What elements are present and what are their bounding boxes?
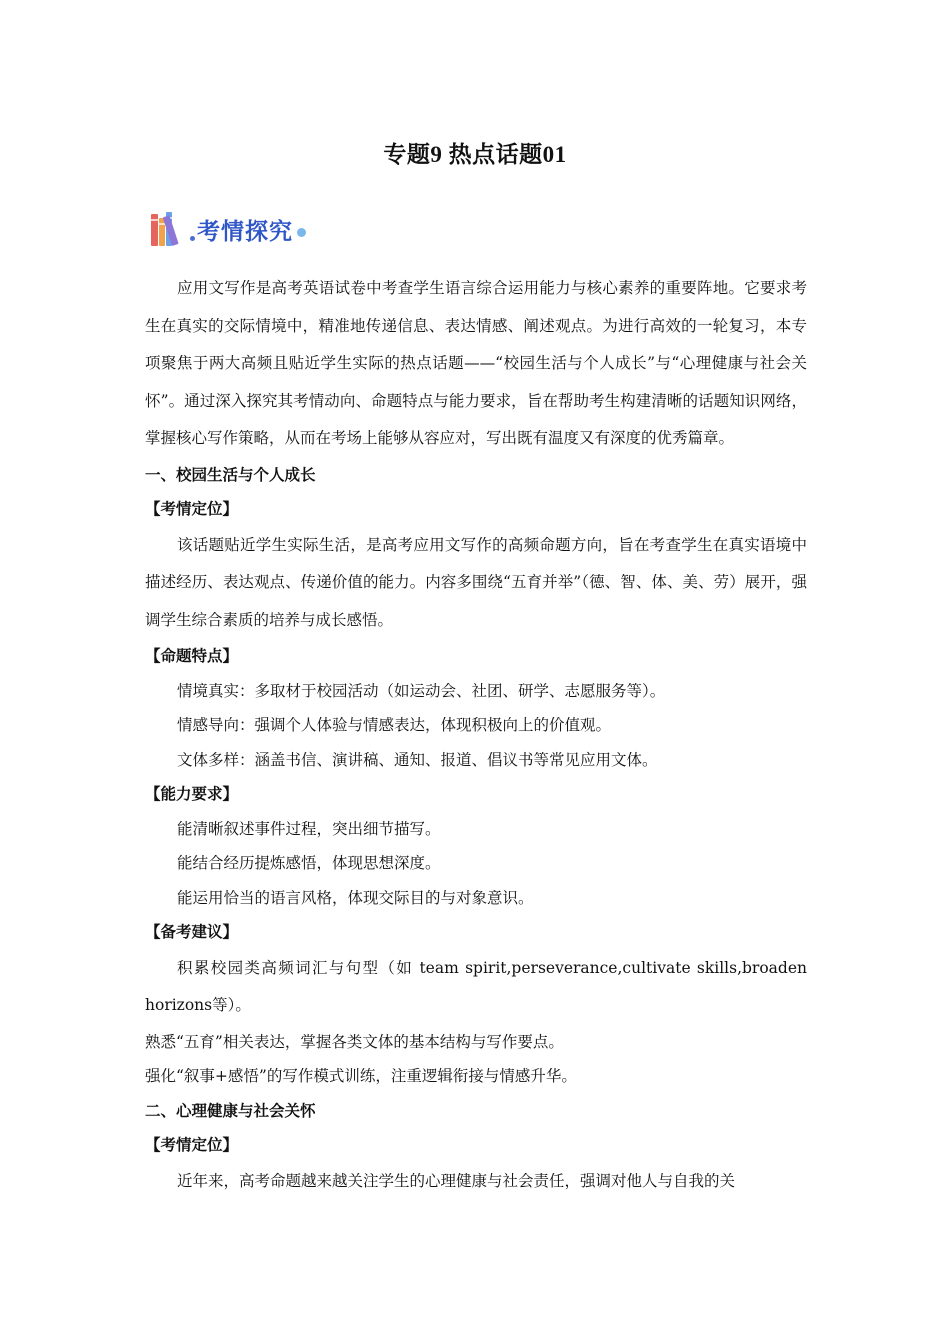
list-item: 能运用恰当的语言风格，体现交际目的与对象意识。 — [177, 888, 534, 907]
advice-paragraph: 积累校园类高频词汇与句型（如 team spirit,perseverance,cultivate skills,broaden horizons等）。 — [145, 958, 807, 1014]
section-heading: 二、心理健康与社会关怀 — [145, 1100, 316, 1120]
banner-label: 考情探究 — [197, 218, 293, 245]
advice-line: 熟悉“五育”相关表达，掌握各类文体的基本结构与写作要点。 — [145, 1032, 564, 1051]
intro-paragraph: 应用文写作是高考英语试卷中考查学生语言综合运用能力与核心素养的重要阵地。它要求考生在真实的交际情境中，精准地传递信息、表达情感、阐述观点。为进行高效的一轮复习，本专项聚焦于两大高频且贴近学生实际的热点话题——“校园生活与个人成长”与“心理健康与社会关怀”。通过深入探究其考情动向、命题特点与能力要求，旨在帮助考生构建清晰的话题知识网络，掌握核心写作策略，从而在考场上能够从容应对，写出既有温度又有深度的优秀篇章。 — [145, 279, 807, 447]
page-title: 专题9 热点话题01 — [383, 142, 567, 167]
subsection-label: 【考情定位】 — [145, 1135, 239, 1154]
positioning-paragraph: 该话题贴近学生实际生活，是高考应用文写作的高频命题方向，旨在考查学生在真实语境中描述经历、表达观点、传递价值的能力。内容多围绕“五育并举”（德、智、体、美、劳）展开，强调学生综合素质的培养与成长感悟。 — [145, 535, 807, 629]
list-item: 能结合经历提炼感悟，体现思想深度。 — [177, 854, 441, 872]
subsection-label: 【能力要求】 — [145, 784, 239, 803]
dot-icon — [190, 236, 195, 241]
list-item: 情境真实：多取材于校园活动（如运动会、社团、研学、志愿服务等）。 — [177, 681, 666, 700]
list-item: 文体多样：涵盖书信、演讲稿、通知、报道、倡议书等常见应用文体。 — [177, 750, 658, 769]
list-item: 情感导向：强调个人体验与情感表达，体现积极向上的价值观。 — [177, 716, 612, 734]
subsection-label: 【命题特点】 — [145, 646, 239, 665]
circle-icon — [297, 228, 306, 237]
section-banner — [150, 208, 306, 250]
subsection-label: 【备考建议】 — [145, 922, 239, 941]
books-icon — [150, 210, 190, 248]
advice-line: 强化“叙事+感悟”的写作模式训练，注重逻辑衔接与情感升华。 — [145, 1067, 577, 1085]
section-heading: 一、校园生活与个人成长 — [145, 464, 316, 484]
positioning-paragraph: 近年来，高考命题越来越关注学生的心理健康与社会责任，强调对他人与自我的关 — [177, 1171, 736, 1190]
subsection-label: 【考情定位】 — [145, 499, 239, 518]
list-item: 能清晰叙述事件过程，突出细节描写。 — [177, 819, 441, 838]
document-body — [145, 270, 807, 1200]
